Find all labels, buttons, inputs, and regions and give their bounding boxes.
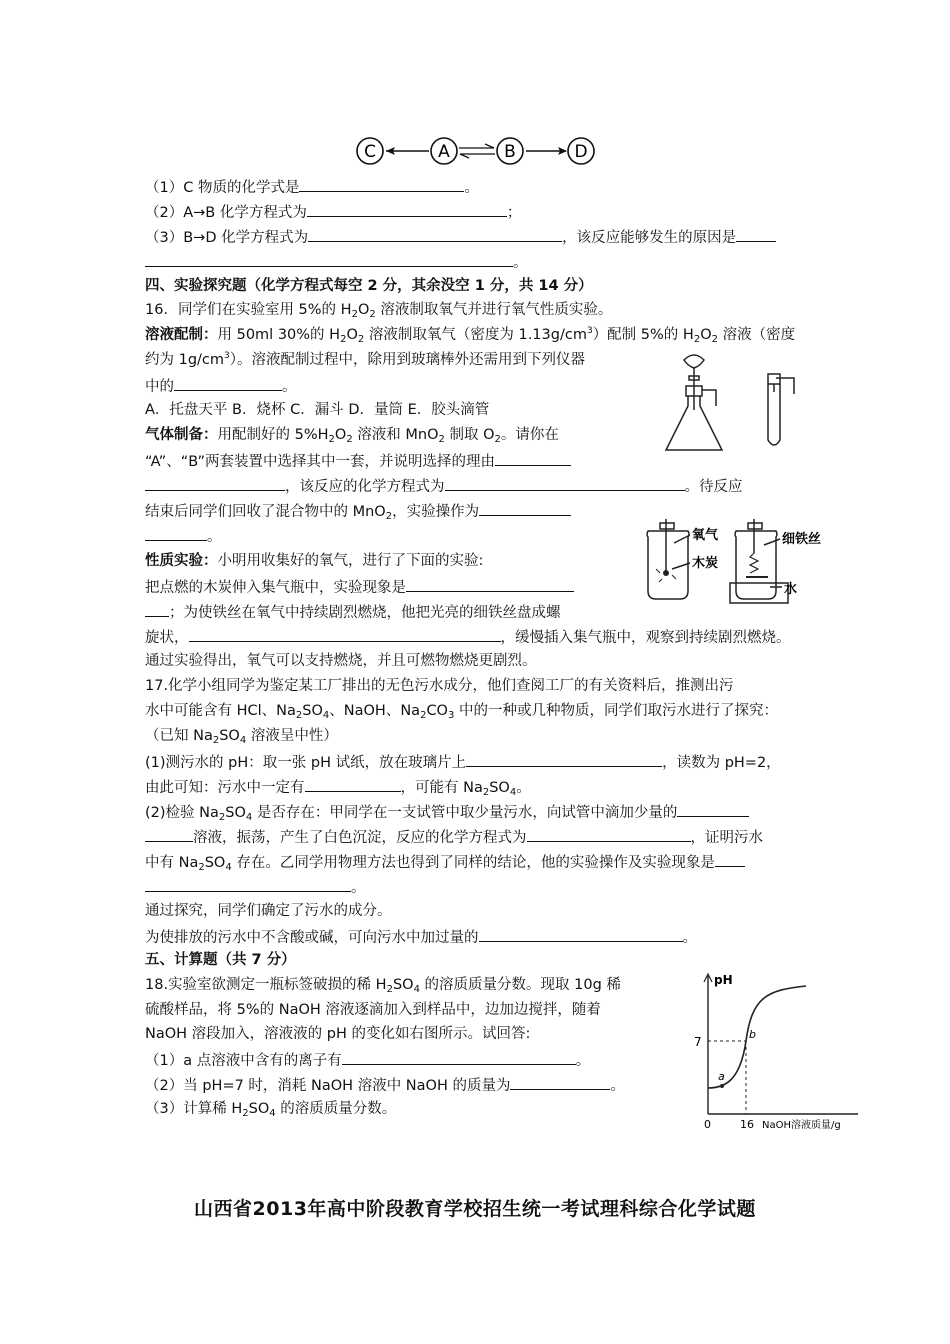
q18-line-1: 18.实验室欲测定一瓶标签破损的稀 $H_2SO_4$ 的溶质质量分数。现取 10g 稀: [145, 977, 621, 995]
answer-blank[interactable]: [145, 826, 193, 842]
q18-line-6: （3）计算稀 $H_2SO_4$ 的溶质质量分数。: [145, 1101, 397, 1119]
node-d: D: [574, 142, 588, 162]
node-b: B: [504, 142, 516, 162]
q17-line-6: (2)检验 $Na_2SO_4$ 是否存在：甲同学在一支试管中取少量污水，向试管中滴加少量的: [145, 801, 749, 823]
q15-line-1: （1）C 物质的化学式是 。: [145, 176, 479, 198]
answer-blank[interactable]: [715, 851, 745, 867]
label-charcoal: 木炭: [692, 556, 719, 571]
q16-gas-line-3: ，该反应的化学方程式为 。待反应: [145, 475, 743, 497]
q17-line-3: （已知 $Na_2SO_4$ 溶液呈中性）: [145, 728, 338, 746]
answer-blank[interactable]: [305, 776, 401, 792]
q16-prop-line-4: 旋状， ，缓慢插入集气瓶中，观察到持续剧烈燃烧。: [145, 626, 791, 648]
q18-line-5: （2）当 pH=7 时，消耗 NaOH 溶液中 NaOH 的质量为 。: [145, 1074, 625, 1096]
q16-prop-line-1: 性质实验：小明用收集好的氧气，进行了下面的实验:: [145, 553, 484, 569]
q16-prop-line-3: ；为使铁丝在氧气中持续剧烈燃烧，他把光亮的细铁丝盘成螺: [145, 601, 561, 623]
answer-blank[interactable]: [308, 226, 562, 242]
answer-blank[interactable]: [299, 176, 464, 192]
label-iron-wire: 细铁丝: [782, 532, 822, 547]
q16-gas-line-1: 气体制备：用配制好的 $5\%H_2O_2$ 溶液和 MnO$_2$ 制取 $O_2$。请你在: [145, 427, 559, 445]
answer-blank[interactable]: [510, 1074, 610, 1090]
q15-line-3: （3）B→D 化学方程式为 ，该反应能够发生的原因是: [145, 226, 776, 248]
page-title: 山西省2013年高中阶段教育学校招生统一考试理科综合化学试题: [194, 1198, 756, 1220]
q16-gas-line-5: 。: [145, 525, 222, 547]
combustion-figure: [640, 515, 835, 605]
answer-blank[interactable]: [307, 201, 507, 217]
q17-line-5: 由此可知：污水中一定有 ，可能有 $Na_2SO_4$。: [145, 776, 531, 798]
q16-prep-line-2: 约为 $1g/cm^3$）。溶液配制过程中，除用到玻璃棒外还需用到下列仪器: [145, 351, 586, 368]
answer-blank[interactable]: [189, 626, 501, 642]
q16-prop-line-2: 把点燃的木炭伸入集气瓶中，实验现象是: [145, 576, 574, 598]
answer-blank[interactable]: [479, 926, 683, 942]
q17-line-2: 水中可能含有 HCl、$Na_2SO_4$、NaOH、$Na_2CO_3$ 中的一种或几种物质，同学们取污水进行了探究：: [145, 703, 778, 721]
section-4-title: 四、实验探究题（化学方程式每空 2 分，其余没空 1 分，共 14 分）: [145, 278, 593, 294]
q17-line-11: 为使排放的污水中不含酸或碱，可向污水中加过量的 。: [145, 926, 697, 948]
answer-blank[interactable]: [342, 1049, 576, 1065]
q18-line-4: （1）a 点溶液中含有的离子有 。: [145, 1049, 590, 1071]
q17-line-4: (1)测污水的 pH：取一张 pH 试纸，放在玻璃片上 ，读数为 pH=2，: [145, 751, 781, 773]
q17-line-7: 溶液，振荡，产生了白色沉淀，反应的化学方程式为 ，证明污水: [145, 826, 763, 848]
graph-point-a: a: [718, 1070, 725, 1083]
q15-line-2: （2）A→B 化学方程式为 ；: [145, 201, 521, 223]
answer-blank[interactable]: [495, 450, 571, 466]
reaction-diagram: [350, 133, 602, 169]
q16-gas-line-2: “A”、“B”两套装置中选择其中一套，并说明选择的理由: [145, 450, 571, 472]
q15-line-4: 。: [145, 251, 528, 273]
graph-x-label: NaOH溶液质量/g: [762, 1120, 841, 1131]
graph-x-origin: 0: [704, 1118, 711, 1131]
answer-blank[interactable]: [736, 226, 776, 242]
q17-line-1: 17.化学小组同学为鉴定某工厂排出的无色污水成分，他们查阅工厂的有关资料后，推测出污: [145, 678, 734, 694]
answer-blank[interactable]: [406, 576, 574, 592]
section-5-title: 五、计算题（共 7 分）: [145, 952, 296, 968]
q17-line-10: 通过探究，同学们确定了污水的成分。: [145, 903, 392, 919]
graph-point-b: b: [749, 1028, 756, 1041]
node-a: A: [438, 142, 450, 162]
graph-x-tick: 16: [740, 1118, 754, 1131]
answer-blank[interactable]: [145, 251, 513, 267]
node-c: C: [364, 142, 376, 162]
apparatus-figure: [660, 348, 810, 460]
graph-y-label: pH: [714, 973, 733, 987]
q16-options: A．托盘天平 B．烧杯 C．漏斗 D．量筒 E．胶头滴管: [145, 402, 490, 418]
q18-line-2: 硫酸样品，将 5%的 NaOH 溶液逐滴加入到样品中，边加边搅拌，随着: [145, 1002, 601, 1018]
q16-prop-line-5: 通过实验得出，氧气可以支持燃烧，并且可燃物燃烧更剧烈。: [145, 653, 537, 669]
label-water: 水: [784, 582, 798, 597]
label-oxygen: 氧气: [692, 528, 719, 543]
answer-blank[interactable]: [445, 475, 685, 491]
q16-prep-line-1: 溶液配制：用 50ml 30%的 $H_2O_2$ 溶液制取氧气（密度为 $1.13g/cm^3$）配制 5%的 $H_2O_2$ 溶液（密度: [145, 326, 796, 345]
answer-blank[interactable]: [466, 751, 662, 767]
answer-blank[interactable]: [145, 525, 207, 541]
q17-line-8: 中有 $Na_2SO_4$ 存在。乙同学用物理方法也得到了同样的结论，他的实验操作及实验现象是: [145, 851, 745, 873]
answer-blank[interactable]: [145, 601, 169, 617]
q16-prep-line-3: 中的 。: [145, 375, 297, 397]
answer-blank[interactable]: [145, 876, 351, 892]
q16-intro: 16．同学们在实验室用 5%的 $H_2O_2$ 溶液制取氧气并进行氧气性质实验。: [145, 302, 613, 320]
q17-line-9: 。: [145, 876, 366, 898]
answer-blank[interactable]: [527, 826, 691, 842]
answer-blank[interactable]: [479, 500, 571, 516]
q18-line-3: NaOH 溶段加入，溶液液的 pH 的变化如右图所示。试回答:: [145, 1026, 531, 1042]
answer-blank[interactable]: [677, 801, 749, 817]
answer-blank[interactable]: [145, 475, 285, 491]
graph-y-tick: 7: [694, 1035, 702, 1049]
ph-graph: [688, 966, 868, 1136]
q16-gas-line-4: 结束后同学们回收了混合物中的 MnO$_2$，实验操作为: [145, 500, 571, 522]
answer-blank[interactable]: [174, 375, 282, 391]
